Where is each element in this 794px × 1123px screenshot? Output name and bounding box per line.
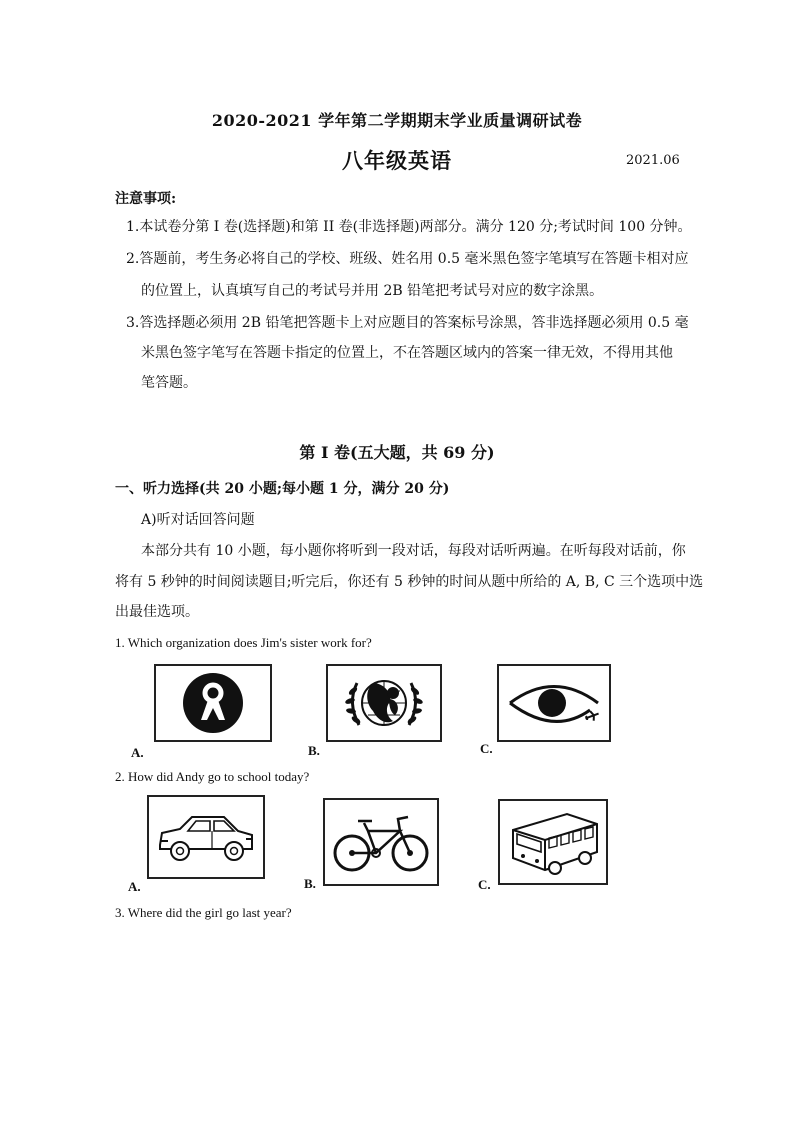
part-heading: 一、听力选择(共 20 小题;每小题 1 分，满分 20 分) [115, 481, 450, 497]
notes-heading: 注意事项: [115, 191, 177, 207]
option-b-label: B. [308, 743, 320, 758]
eye-with-airplane-logo-icon [504, 670, 604, 736]
notes-line: 3.答选择题必须用 2B 铅笔把答题卡上对应题目的答案标号涂黑，答非选择题必须用 0.5 毫 [126, 315, 689, 331]
instruction-line: 出最佳选项。 [115, 604, 199, 620]
exam-date: 2021.06 [626, 153, 680, 168]
option-a-image[interactable] [154, 664, 272, 742]
notes-line: 米黑色签字笔写在答题卡指定的位置上，不在答题区域内的答案一律无效，不得用其他 [141, 345, 673, 361]
option-c-image[interactable] [497, 664, 611, 742]
option-c-image[interactable] [498, 799, 608, 885]
question-3: 3. Where did the girl go last year? [115, 905, 292, 920]
section-title: 第 I 卷(五大题，共 69 分) [299, 443, 495, 462]
option-a-label: A. [131, 745, 144, 760]
option-b-image[interactable] [326, 664, 442, 742]
exam-title: 2020-2021 学年第二学期期末学业质量调研试卷 [211, 111, 583, 130]
bicycle-icon [328, 807, 434, 877]
option-b-image[interactable] [323, 798, 439, 886]
question-2: 2. How did Andy go to school today? [115, 769, 310, 784]
instruction-line: 将有 5 秒钟的时间阅读题目;听完后，你还有 5 秒钟的时间从题中所给的 A, B, C 三个选项中选 [115, 574, 704, 590]
notes-line: 1.本试卷分第 I 卷(选择题)和第 II 卷(非选择题)两部分。满分 120 分;考试时间 100 分钟。 [126, 219, 692, 235]
option-b-label: B. [304, 876, 316, 891]
sub-heading: A)听对话回答问题 [141, 512, 255, 528]
option-a-label: A. [128, 879, 141, 894]
instruction-line: 本部分共有 10 小题，每小题你将听到一段对话，每段对话听两遍。在听每段对话前，你 [141, 543, 686, 559]
car-icon [154, 805, 258, 869]
option-a-image[interactable] [147, 795, 265, 879]
option-c-label: C. [478, 877, 491, 892]
question-1: 1. Which organization does Jim's sister work for? [115, 635, 372, 650]
unicef-logo-icon [335, 669, 433, 737]
notes-line: 2.答题前，考生务必将自己的学校、班级、姓名用 0.5 毫米黑色签字笔填写在答题卡相对应 [126, 251, 689, 267]
notes-line: 的位置上，认真填写自己的考试号并用 2B 铅笔把考试号对应的数字涂黑。 [141, 283, 604, 299]
bus-icon [505, 806, 601, 878]
notes-line: 笔答题。 [141, 375, 197, 391]
red-cross-ribbon-logo-icon [168, 670, 258, 736]
option-c-label: C. [480, 741, 493, 756]
exam-subtitle: 八年级英语 [342, 148, 452, 173]
